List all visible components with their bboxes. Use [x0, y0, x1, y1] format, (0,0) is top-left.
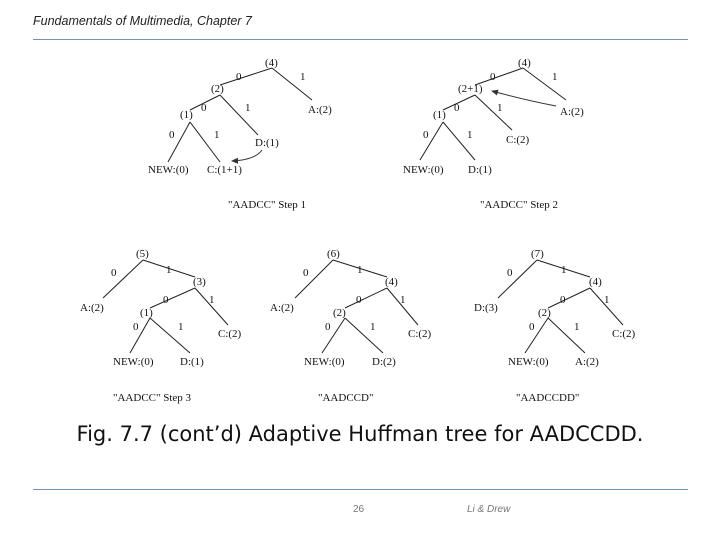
tree-step1-leaf-new: NEW:(0) — [148, 164, 189, 176]
tree-step3-root-weight: (5) — [136, 248, 149, 260]
tree-aadccdd-root-weight: (7) — [531, 248, 544, 260]
tree-aadccdd-leaf-a: A:(2) — [575, 356, 599, 368]
tree-step1-edge-1: 1 — [300, 71, 306, 83]
tree-aadccd-edge-0: 0 — [303, 267, 309, 279]
tree-aadccd-root-weight: (6) — [327, 248, 340, 260]
tree-step1-caption: "AADCC" Step 1 — [228, 199, 307, 211]
tree-aadccdd-edge-0: 0 — [560, 294, 566, 306]
tree-aadccd-edge-0: 0 — [356, 294, 362, 306]
tree-step3-edge-0: 0 — [111, 267, 117, 279]
tree-step1-edge-0: 0 — [169, 129, 175, 141]
tree-aadccdd-edge-0: 0 — [529, 321, 535, 333]
tree-step3-edge-1: 1 — [166, 264, 172, 276]
tree-step2-caption: "AADCC" Step 2 — [480, 199, 559, 211]
tree-aadccdd-node-weight: (4) — [589, 276, 602, 288]
tree-step1-edge-0: 0 — [201, 102, 207, 114]
tree-aadccd-edge-1: 1 — [357, 264, 363, 276]
tree-step1-edge-1: 1 — [245, 102, 251, 114]
tree-step2-leaf-d: D:(1) — [468, 164, 492, 176]
tree-aadccdd-node-weight: (2) — [538, 307, 551, 319]
tree-aadccdd-edge-0: 0 — [507, 267, 513, 279]
tree-aadccdd-edge-1: 1 — [574, 321, 580, 333]
figure-caption: Fig. 7.7 (cont’d) Adaptive Huffman tree for AADCCDD. — [76, 422, 644, 446]
tree-step2 — [403, 57, 584, 211]
tree-step1-edge-0: 0 — [236, 71, 242, 83]
tree-step2-edge-0: 0 — [454, 102, 460, 114]
tree-step2-node-weight: (1) — [433, 109, 446, 121]
tree-step2-leaf-c: C:(2) — [506, 134, 530, 146]
tree-step3-leaf-c: C:(2) — [218, 328, 242, 340]
tree-step1-node-weight: (1) — [180, 109, 193, 121]
tree-step2-edge-0: 0 — [423, 129, 429, 141]
tree-aadccd-edge-1: 1 — [370, 321, 376, 333]
tree-aadccd-leaf-new: NEW:(0) — [304, 356, 345, 368]
tree-aadccdd-leaf-d: D:(3) — [474, 302, 498, 314]
tree-step1-node-weight: (2) — [211, 83, 224, 95]
tree-aadccdd — [474, 248, 636, 404]
tree-aadccd — [270, 248, 432, 404]
tree-aadccdd-caption: "AADCCDD" — [516, 392, 580, 404]
tree-aadccd-node-weight: (4) — [385, 276, 398, 288]
tree-step2-edge-1: 1 — [552, 71, 558, 83]
tree-step3-leaf-a: A:(2) — [80, 302, 104, 314]
page-number: 26 — [353, 504, 365, 515]
tree-step2-edge-0: 0 — [490, 71, 496, 83]
tree-step3-edge-0: 0 — [163, 294, 169, 306]
tree-aadccd-leaf-c: C:(2) — [408, 328, 432, 340]
tree-step3-edge-0: 0 — [133, 321, 139, 333]
tree-step1-leaf-a: A:(2) — [308, 104, 332, 116]
tree-aadccdd-edge-1: 1 — [561, 264, 567, 276]
footer-authors: Li & Drew — [467, 504, 511, 515]
tree-step3-leaf-new: NEW:(0) — [113, 356, 154, 368]
tree-aadccdd-leaf-c: C:(2) — [612, 328, 636, 340]
tree-aadccd-edge-0: 0 — [325, 321, 331, 333]
tree-step3-node-weight: (1) — [140, 307, 153, 319]
tree-step3 — [80, 248, 242, 404]
tree-aadccd-leaf-d: D:(2) — [372, 356, 396, 368]
tree-aadccd-node-weight: (2) — [333, 307, 346, 319]
tree-step2-leaf-new: NEW:(0) — [403, 164, 444, 176]
tree-step1-leaf-c: C:(1+1) — [207, 164, 242, 176]
tree-step2-edge-1: 1 — [467, 129, 473, 141]
tree-aadccd-caption: "AADCCD" — [318, 392, 374, 404]
tree-step3-edge-1: 1 — [178, 321, 184, 333]
tree-step2-node-weight: (2+1) — [458, 83, 483, 95]
tree-aadccdd-leaf-new: NEW:(0) — [508, 356, 549, 368]
tree-step1-leaf-d: D:(1) — [255, 137, 279, 149]
tree-step3-leaf-d: D:(1) — [180, 356, 204, 368]
tree-aadccd-leaf-a: A:(2) — [270, 302, 294, 314]
tree-step2-root-weight: (4) — [518, 57, 531, 69]
tree-step1 — [148, 57, 332, 211]
tree-aadccd-edge-1: 1 — [400, 294, 406, 306]
footer-rule — [33, 489, 688, 490]
tree-step3-edge-1: 1 — [209, 294, 215, 306]
tree-step1-edge-1: 1 — [214, 129, 220, 141]
tree-step1-root-weight: (4) — [265, 57, 278, 69]
header-title: Fundamentals of Multimedia, Chapter 7 — [33, 14, 252, 28]
tree-step2-edge-1: 1 — [497, 102, 503, 114]
tree-step3-caption: "AADCC" Step 3 — [113, 392, 192, 404]
tree-step2-leaf-a: A:(2) — [560, 106, 584, 118]
tree-step3-node-weight: (3) — [193, 276, 206, 288]
tree-aadccdd-edge-1: 1 — [604, 294, 610, 306]
